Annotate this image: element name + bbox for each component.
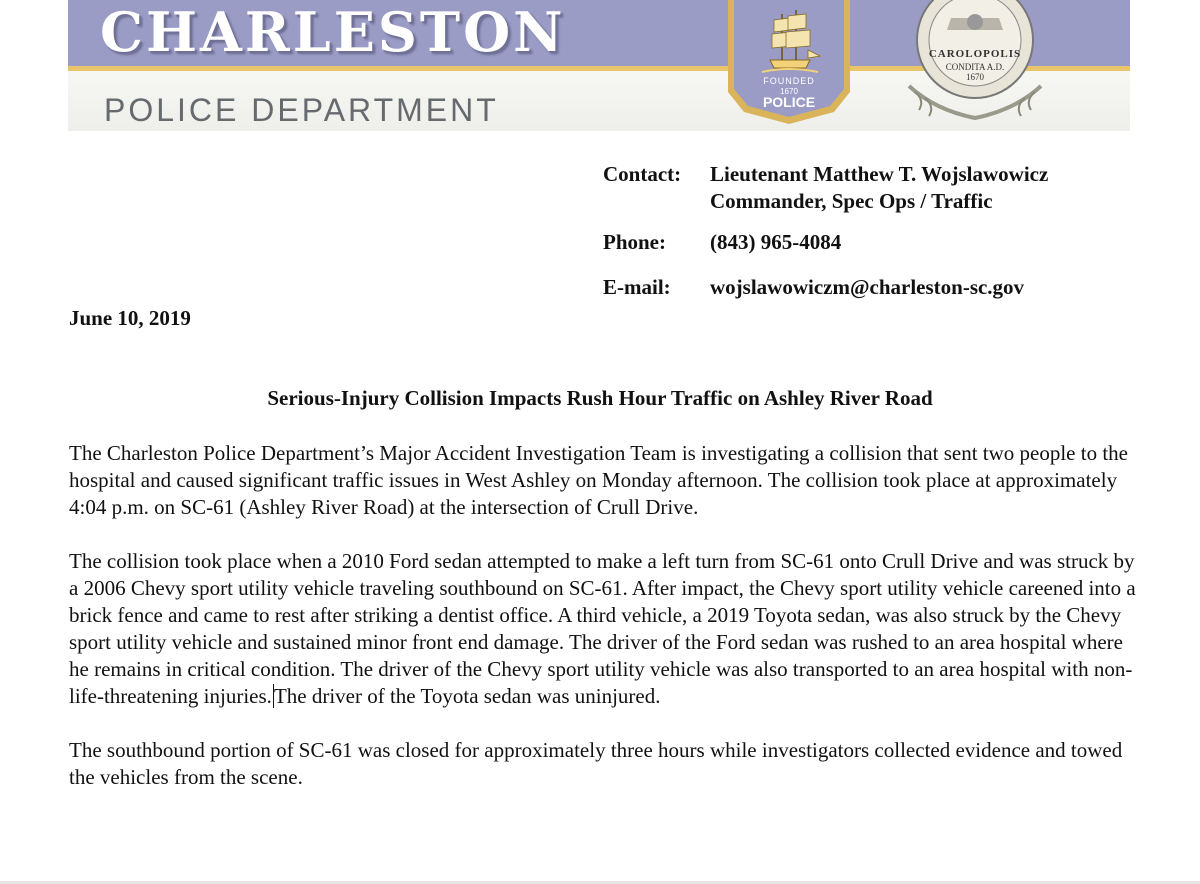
seal-year: 1670 <box>966 72 984 82</box>
contact-name: Lieutenant Matthew T. Wojslawowicz <box>710 162 1049 186</box>
press-body <box>69 440 1139 818</box>
contact-title: Commander, Spec Ops / Traffic <box>710 189 993 213</box>
badge-police: POLICE <box>762 94 816 110</box>
paragraph-3: The southbound portion of SC-61 was closed for approximately three hours while investigators collected evidence and towed the vehicles from the scene. <box>69 738 1123 789</box>
seal-carolopolis: CAROLOPOLIS <box>928 48 1022 60</box>
email-link[interactable]: wojslawowiczm@charleston-sc.gov <box>710 275 1025 299</box>
department-title: CHARLESTON <box>100 0 566 64</box>
email-label: E-mail: <box>603 275 671 299</box>
paragraph-1: The Charleston Police Department’s Major Accident Investigation Team is investigating a collision that sent two people to the hospital and caused significant traffic issues in West Ashley on Monday afternoon. The collision took place at approximately 4:04 p.m. on SC-61 (Ashley River Road) at the intersection of Crull Drive. <box>69 441 1128 519</box>
release-date: June 10, 2019 <box>69 306 191 330</box>
press-headline: Serious-Injury Collision Impacts Rush Hour Traffic on Ashley River Road <box>267 386 933 410</box>
department-subtitle: POLICE DEPARTMENT <box>104 92 499 128</box>
police-badge <box>722 0 856 124</box>
badge-year: 1670 <box>780 87 798 96</box>
badge-founded: FOUNDED <box>763 76 815 86</box>
contact-label: Contact: <box>603 162 682 186</box>
phone-label: Phone: <box>603 230 666 254</box>
phone-value: (843) 965-4084 <box>710 230 842 254</box>
city-seal <box>895 0 1055 128</box>
seal-condita: CONDITA A.D. <box>945 62 1005 72</box>
paragraph-2-text: The collision took place when a 2010 Ford sedan attempted to make a left turn from SC-61 onto Crull Drive and was struck by a 2006 Chevy sport utility vehicle traveling southbound on SC-61. After impact, the Chevy sport utility vehicle careened into a brick fence and came to rest after striking a dentist office. A third vehicle, a 2019 Toyota sedan, was also struck by the Chevy sport utility vehicle and sustained minor front end damage. The driver of the Ford sedan was rushed to an area hospital where he remains in critical condition. The driver of the Chevy sport utility vehicle was also transported to an area hospital with non-life-threatening injuries. <box>69 549 1136 708</box>
paragraph-2 <box>69 548 1139 710</box>
paragraph-2-tail: The driver of the Toyota sedan was uninjured. <box>273 684 661 708</box>
